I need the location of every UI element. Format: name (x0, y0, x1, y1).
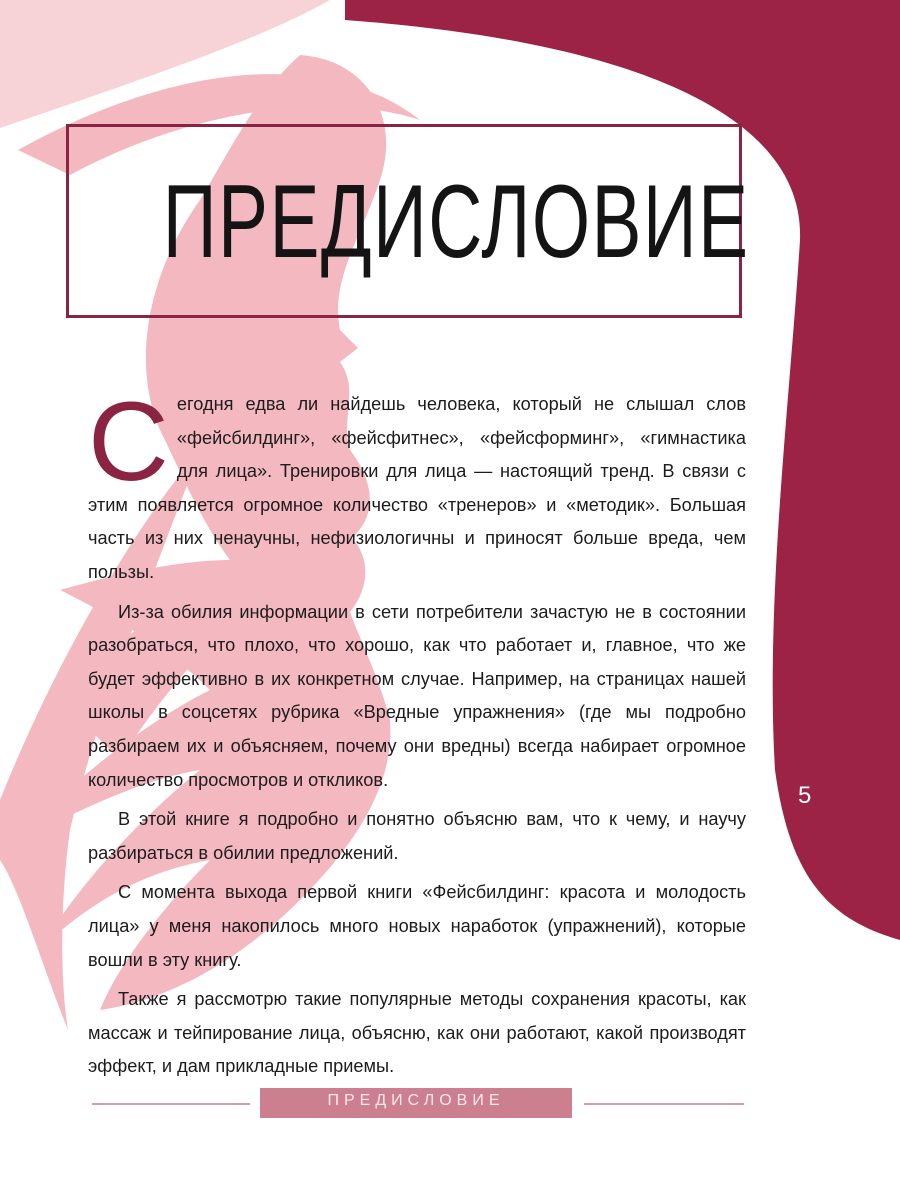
footer-section-label: ПРЕДИСЛОВИЕ (260, 1088, 572, 1118)
title-frame (66, 124, 750, 318)
footer-rule-right (584, 1103, 744, 1105)
body-text (88, 379, 746, 1090)
drop-cap: С (88, 379, 169, 504)
paragraph-2: Из-за обилия информации в сети потребители зачастую не в состоянии разобраться, что плохо, что хорошо, как что работает и, главное, что же будет эффективно в их конкретном случае. Например, на страницах нашей школы в соцсетях рубрика «Вредные упражнения» (где мы подробно разбираем их и объясняем, почему они вредны) всегда набирает огромное количество просмотров и откликов. (88, 601, 746, 790)
paragraph-4: С момента выхода первой книги «Фейсбилдинг: красота и молодость лица» у меня накопилось много новых наработок (упражнений), которые вошли в эту книгу. (88, 882, 746, 970)
paragraph-3: В этой книге я подробно и понятно объясню вам, что к чему, и научу разбираться в обилии предложений. (88, 809, 746, 863)
footer-rule-left (92, 1103, 250, 1105)
paragraph-1 (88, 379, 746, 590)
paragraph-1-text: егодня едва ли найдешь человека, который не слышал слов «фейсбилдинг», «фейсфитнес», «фейсформинг», «гимнастика для лица». Тренировки для лица — настоящий тренд. В связи с этим появляется огромное количество «тренеров» и «методик». Большая часть из них ненаучны, нефизиологичны и приносят больше вреда, чем пользы. (88, 394, 746, 582)
page-title: ПРЕДИСЛОВИЕ (162, 164, 750, 280)
page-number: 5 (798, 782, 812, 809)
paragraph-5: Также я рассмотрю такие популярные методы сохранения красоты, как массаж и тейпирование лица, объясню, как они работают, какой производят эффект, и дам прикладные приемы. (88, 989, 746, 1077)
